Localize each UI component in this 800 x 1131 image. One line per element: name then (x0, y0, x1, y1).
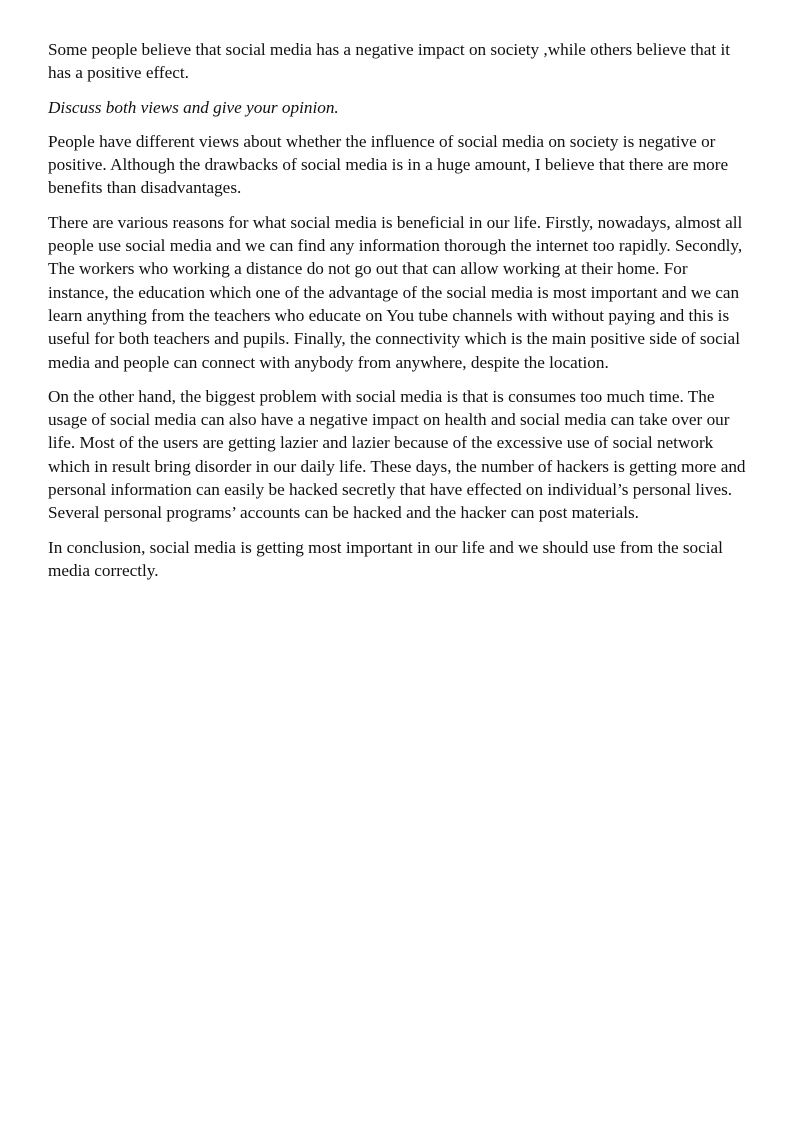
conclusion-paragraph: In conclusion, social media is getting most important in our life and we should use from the social media correctly. (48, 537, 723, 580)
essay-instruction: Discuss both views and give your opinion. (48, 97, 339, 117)
introduction-paragraph: People have different views about whether the influence of social media on society is negative or positive. Although the drawbacks of social media is in a huge amount, I believe that there are more benefits than disadvantages. (48, 131, 729, 198)
document-page (48, 38, 748, 593)
advantages-paragraph: There are various reasons for what social media is beneficial in our life. Firstly, nowadays, almost all people use social media and we can find any information thorough the internet too rapidly. Secondly, The workers who working a distance do not go out that can allow working at their home. For instance, the education which one of the advantage of the social media is most important and we can learn anything from the teachers who educate on You tube channels with without paying and this is useful for both teachers and pupils. Finally, the connectivity which is the main positive side of social media and people can connect with anybody from anywhere, despite the location. (48, 212, 743, 372)
essay-question: Some people believe that social media has a negative impact on society ,while others believe that it has a positive effect. (48, 40, 731, 83)
disadvantages-paragraph: On the other hand, the biggest problem with social media is that is consumes too much time. The usage of social media can also have a negative impact on health and social media can take over our life. Most of the users are getting lazier and lazier because of the excessive use of social network which in result bring disorder in our daily life. These days, the number of hackers is getting more and personal information can easily be hacked secretly that have effected on individual’s personal lives. Several personal programs’ accounts can be hacked and the hacker can post materials. (48, 386, 746, 523)
